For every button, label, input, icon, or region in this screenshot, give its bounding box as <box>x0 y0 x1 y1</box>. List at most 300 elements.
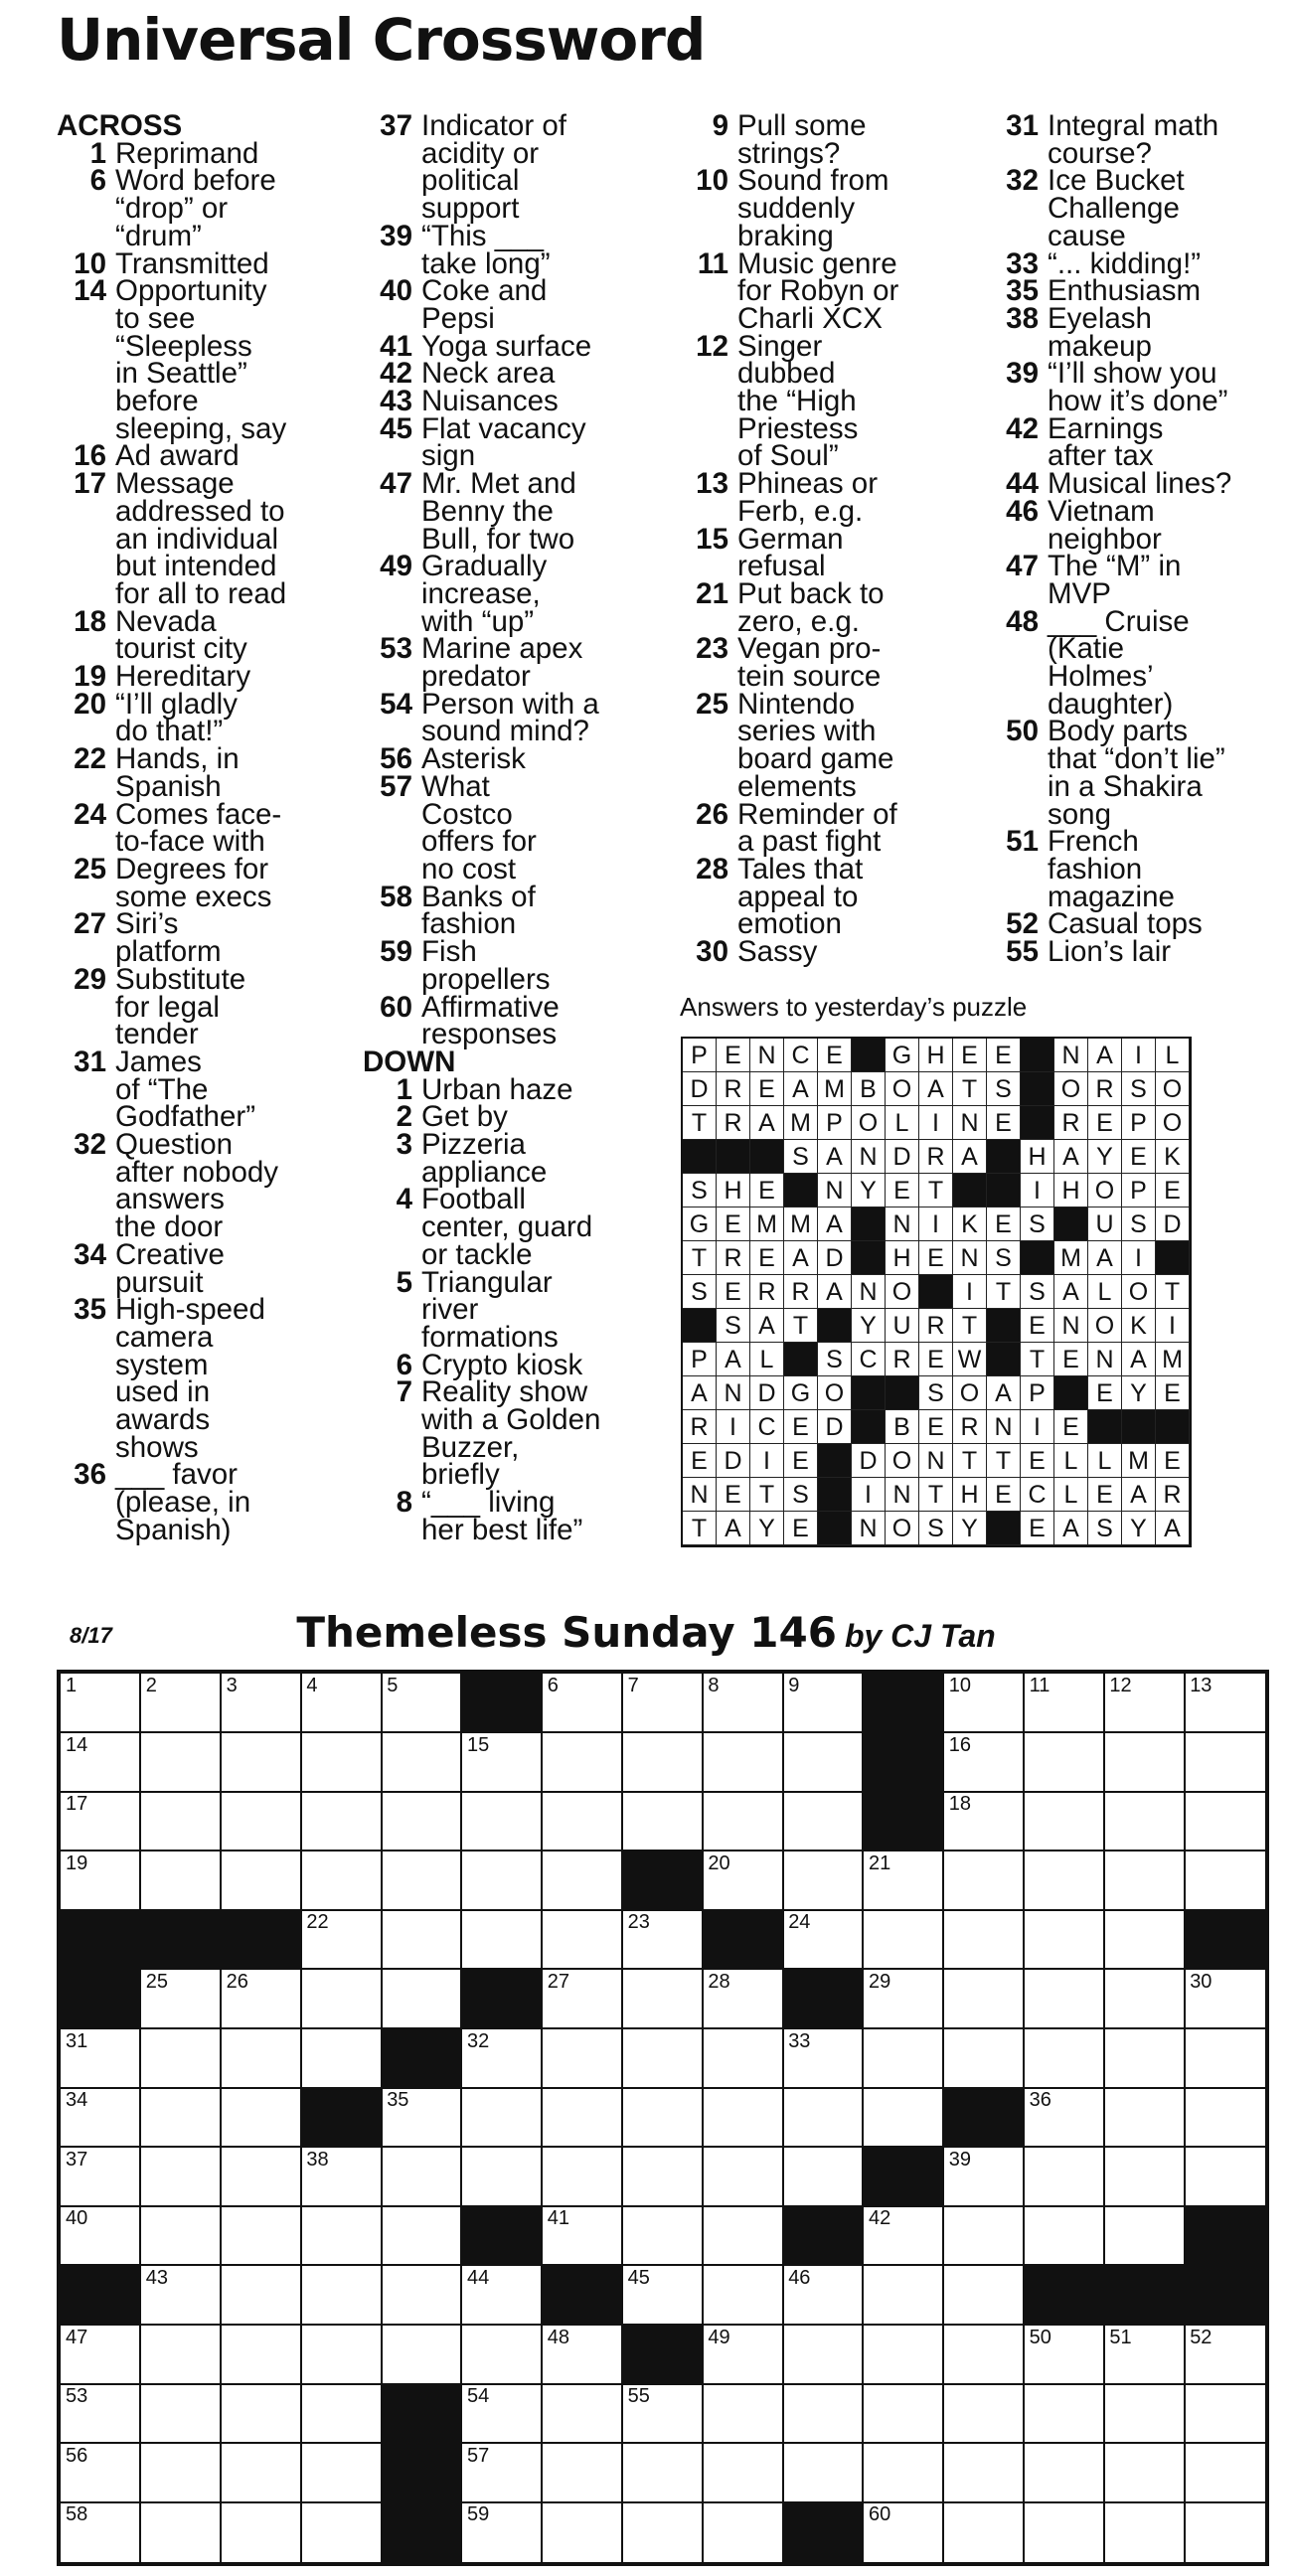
grid-cell[interactable] <box>222 2206 302 2266</box>
answer-cell: A <box>1122 1478 1156 1512</box>
clue <box>57 907 355 969</box>
grid-cell[interactable] <box>1185 2326 1265 2385</box>
grid-cell[interactable] <box>783 2326 864 2385</box>
grid-cell[interactable] <box>1025 1970 1105 2029</box>
grid-cell[interactable] <box>864 1852 944 1911</box>
grid-cell[interactable] <box>462 1910 543 1970</box>
grid-cell-number: 23 <box>627 1911 650 1934</box>
clue-number: 1 <box>89 136 106 170</box>
grid-cell[interactable] <box>141 1733 222 1793</box>
grid-cell[interactable] <box>703 1852 783 1911</box>
answer-cell: O <box>886 1275 919 1309</box>
grid-cell[interactable] <box>1025 2206 1105 2266</box>
grid-cell[interactable] <box>462 2266 543 2326</box>
grid-cell[interactable] <box>944 2148 1025 2207</box>
grid-cell[interactable] <box>382 1674 462 1733</box>
clue-number: 18 <box>74 604 106 638</box>
grid-cell[interactable] <box>141 2326 222 2385</box>
grid-cell-number: 26 <box>226 1971 248 1993</box>
grid-cell[interactable] <box>944 2206 1025 2266</box>
grid-cell-number: 52 <box>1190 2326 1212 2348</box>
grid-cell[interactable] <box>61 1733 141 1793</box>
grid-cell[interactable] <box>141 2148 222 2207</box>
grid-cell[interactable] <box>1185 1733 1265 1793</box>
answer-cell: E <box>1021 1444 1054 1478</box>
grid-cell[interactable] <box>623 2088 704 2148</box>
grid-cell[interactable] <box>462 1852 543 1911</box>
grid-cell[interactable] <box>944 2444 1025 2503</box>
grid-cell[interactable] <box>783 1733 864 1793</box>
grid-cell[interactable] <box>1104 2384 1185 2444</box>
grid-cell[interactable] <box>543 1733 623 1793</box>
grid-cell[interactable] <box>141 2266 222 2326</box>
answer-cell: E <box>1088 1376 1122 1410</box>
grid-cell[interactable] <box>462 2502 543 2562</box>
grid-cell[interactable] <box>222 1674 302 1733</box>
grid-cell[interactable] <box>703 2502 783 2562</box>
grid-cell[interactable] <box>944 2029 1025 2089</box>
grid-cell[interactable] <box>1025 1852 1105 1911</box>
clue <box>989 357 1287 418</box>
grid-cell-number: 45 <box>627 2267 650 2289</box>
clue <box>363 219 648 280</box>
grid-black-cell <box>382 2502 462 2562</box>
grid-cell[interactable] <box>944 1674 1025 1733</box>
answer-cell: E <box>919 1410 953 1444</box>
grid-cell[interactable] <box>301 1910 382 1970</box>
answer-cell: A <box>750 1106 784 1140</box>
grid-cell[interactable] <box>1185 2029 1265 2089</box>
clue <box>679 522 959 583</box>
grid-cell[interactable] <box>543 2029 623 2089</box>
grid-black-cell <box>1104 2266 1185 2326</box>
grid-cell[interactable] <box>543 1852 623 1911</box>
grid-cell[interactable] <box>382 2088 462 2148</box>
answer-cell: H <box>919 1039 953 1072</box>
grid-cell[interactable] <box>1104 2326 1185 2385</box>
answer-cell: O <box>953 1376 987 1410</box>
answer-cell: E <box>750 1072 784 1106</box>
grid-cell[interactable] <box>543 1674 623 1733</box>
answer-cell: Y <box>852 1174 886 1208</box>
grid-cell[interactable] <box>222 2029 302 2089</box>
grid-cell[interactable] <box>703 1733 783 1793</box>
answer-cell: E <box>987 1208 1021 1241</box>
grid-cell[interactable] <box>141 2206 222 2266</box>
grid-cell[interactable] <box>703 1970 783 2029</box>
grid-cell[interactable] <box>1025 1674 1105 1733</box>
grid-cell[interactable] <box>61 1852 141 1911</box>
grid-cell[interactable] <box>141 1970 222 2029</box>
grid-cell[interactable] <box>623 1674 704 1733</box>
grid-cell[interactable] <box>61 2148 141 2207</box>
grid-cell[interactable] <box>1185 2502 1265 2562</box>
answer-cell: Y <box>1088 1140 1122 1174</box>
grid-cell[interactable] <box>1025 1910 1105 1970</box>
clue-text: Person with a sound mind? <box>421 687 599 748</box>
grid-cell[interactable] <box>1185 2148 1265 2207</box>
grid-cell[interactable] <box>1104 2444 1185 2503</box>
grid-cell[interactable] <box>623 1970 704 2029</box>
grid-cell[interactable] <box>382 2326 462 2385</box>
grid-cell[interactable] <box>703 2206 783 2266</box>
clue-number: 49 <box>380 550 412 583</box>
grid-cell[interactable] <box>543 2206 623 2266</box>
grid-cell[interactable] <box>1185 1674 1265 1733</box>
grid-cell[interactable] <box>783 1910 864 1970</box>
clue-number: 33 <box>1006 246 1039 280</box>
grid-cell[interactable] <box>1185 1970 1265 2029</box>
grid-cell[interactable] <box>301 2502 382 2562</box>
grid-cell[interactable] <box>864 2444 944 2503</box>
grid-cell[interactable] <box>222 1970 302 2029</box>
grid-cell[interactable] <box>783 2088 864 2148</box>
grid-cell[interactable] <box>61 2444 141 2503</box>
grid-cell[interactable] <box>1104 2206 1185 2266</box>
grid-black-cell <box>864 1733 944 1793</box>
grid-cell[interactable] <box>462 2088 543 2148</box>
grid-cell[interactable] <box>864 2029 944 2089</box>
clue-text: Yoga surface <box>421 329 592 363</box>
grid-cell[interactable] <box>703 2326 783 2385</box>
grid-cell[interactable] <box>222 1852 302 1911</box>
grid-cell[interactable] <box>141 1792 222 1852</box>
clue <box>989 301 1287 363</box>
grid-black-cell <box>783 2502 864 2562</box>
answer-cell: E <box>717 1208 750 1241</box>
grid-cell[interactable] <box>623 1733 704 1793</box>
grid-cell-number: 4 <box>306 1675 318 1696</box>
grid-cell[interactable] <box>623 2384 704 2444</box>
grid-cell[interactable] <box>783 1792 864 1852</box>
grid-black-cell <box>222 1910 302 1970</box>
grid-cell[interactable] <box>1185 2444 1265 2503</box>
answer-black-cell <box>1021 1072 1054 1106</box>
clue <box>679 935 959 969</box>
grid-cell[interactable] <box>703 2384 783 2444</box>
clue-text: Neck area <box>421 357 556 391</box>
grid-cell[interactable] <box>623 1910 704 1970</box>
grid-cell[interactable] <box>944 1733 1025 1793</box>
grid-cell[interactable] <box>543 2148 623 2207</box>
answer-cell: U <box>886 1309 919 1343</box>
clue-number: 17 <box>74 467 106 501</box>
grid-cell[interactable] <box>703 2029 783 2089</box>
grid-cell[interactable] <box>623 2502 704 2562</box>
grid-cell[interactable] <box>141 2444 222 2503</box>
grid-cell[interactable] <box>543 2384 623 2444</box>
clue-number: 60 <box>380 990 412 1024</box>
clue-text: Affirmative responses <box>421 990 560 1051</box>
answer-cell: A <box>953 1140 987 1174</box>
grid-cell[interactable] <box>1025 1792 1105 1852</box>
grid-cell-number: 36 <box>1029 2089 1051 2112</box>
grid-cell[interactable] <box>1185 1792 1265 1852</box>
grid-cell-number: 57 <box>467 2444 490 2467</box>
grid-cell[interactable] <box>623 1792 704 1852</box>
grid-cell[interactable] <box>703 2266 783 2326</box>
grid-cell[interactable] <box>222 2326 302 2385</box>
clue-text: Hands, in Spanish <box>115 742 240 803</box>
answer-cell: E <box>784 1512 818 1545</box>
clue-text: Pizzeria appliance <box>421 1128 548 1189</box>
grid-cell[interactable] <box>222 2384 302 2444</box>
grid-cell[interactable] <box>382 1852 462 1911</box>
grid-cell[interactable] <box>864 2266 944 2326</box>
answer-cell: E <box>717 1039 750 1072</box>
grid-cell[interactable] <box>1104 2148 1185 2207</box>
grid-cell-number: 37 <box>66 2148 88 2171</box>
answer-cell: O <box>1054 1072 1088 1106</box>
answer-cell: S <box>784 1140 818 1174</box>
clue-text: Word before “drop” or “drum” <box>115 164 276 252</box>
grid-cell[interactable] <box>382 2266 462 2326</box>
grid-cell[interactable] <box>382 2148 462 2207</box>
grid-cell[interactable] <box>301 2444 382 2503</box>
grid-cell[interactable] <box>1104 2029 1185 2089</box>
answer-cell: I <box>953 1275 987 1309</box>
grid-cell[interactable] <box>944 1910 1025 1970</box>
grid-cell[interactable] <box>382 1733 462 1793</box>
grid-cell[interactable] <box>141 1852 222 1911</box>
clue-text: Mr. Met and Benny the Bull, for two <box>421 467 576 556</box>
clue-number: 32 <box>1006 164 1039 198</box>
grid-cell[interactable] <box>462 2444 543 2503</box>
answer-cell: S <box>1021 1275 1054 1309</box>
grid-cell[interactable] <box>141 1674 222 1733</box>
answer-cell: A <box>1054 1512 1088 1545</box>
grid-cell[interactable] <box>222 2148 302 2207</box>
grid-cell[interactable] <box>703 2444 783 2503</box>
grid-cell[interactable] <box>623 2266 704 2326</box>
grid-cell[interactable] <box>61 2206 141 2266</box>
grid-cell[interactable] <box>623 2444 704 2503</box>
grid-cell[interactable] <box>944 2502 1025 2562</box>
grid-cell[interactable] <box>382 1910 462 1970</box>
grid-cell[interactable] <box>462 2326 543 2385</box>
answer-cell: M <box>1054 1241 1088 1275</box>
grid-cell[interactable] <box>1025 1733 1105 1793</box>
answer-cell: D <box>1156 1208 1190 1241</box>
grid-cell-number: 42 <box>869 2207 891 2230</box>
grid-cell-number: 60 <box>869 2503 891 2526</box>
grid-cell[interactable] <box>543 2444 623 2503</box>
grid-cell[interactable] <box>1025 2444 1105 2503</box>
grid-cell[interactable] <box>783 1852 864 1911</box>
grid-cell[interactable] <box>222 2266 302 2326</box>
grid-cell[interactable] <box>703 2148 783 2207</box>
grid-cell[interactable] <box>301 2029 382 2089</box>
grid-cell[interactable] <box>222 1792 302 1852</box>
clue-number: 3 <box>396 1128 412 1162</box>
grid-cell[interactable] <box>222 2088 302 2148</box>
answer-cell: S <box>1122 1072 1156 1106</box>
grid-black-cell <box>543 2266 623 2326</box>
grid-cell[interactable] <box>543 2326 623 2385</box>
grid-cell[interactable] <box>783 2384 864 2444</box>
grid-cell[interactable] <box>1025 2384 1105 2444</box>
answer-cell: M <box>784 1106 818 1140</box>
grid-cell[interactable] <box>864 1910 944 1970</box>
grid-cell[interactable] <box>1025 2148 1105 2207</box>
grid-cell[interactable] <box>301 2206 382 2266</box>
grid-cell[interactable] <box>944 1792 1025 1852</box>
grid-cell[interactable] <box>1185 1852 1265 1911</box>
grid-cell[interactable] <box>1104 1852 1185 1911</box>
grid-cell[interactable] <box>1104 1674 1185 1733</box>
grid-cell[interactable] <box>1104 1910 1185 1970</box>
grid-cell[interactable] <box>61 2384 141 2444</box>
grid-cell[interactable] <box>944 2266 1025 2326</box>
grid-cell[interactable] <box>61 1674 141 1733</box>
answer-black-cell <box>818 1478 852 1512</box>
grid-cell[interactable] <box>703 1674 783 1733</box>
answer-cell: A <box>683 1376 717 1410</box>
grid-cell[interactable] <box>703 2088 783 2148</box>
grid-cell-number: 1 <box>66 1675 78 1696</box>
answer-cell: S <box>717 1309 750 1343</box>
grid-cell[interactable] <box>783 1674 864 1733</box>
grid-cell[interactable] <box>61 2029 141 2089</box>
answer-cell: N <box>987 1410 1021 1444</box>
grid-cell[interactable] <box>61 1792 141 1852</box>
grid-cell[interactable] <box>543 1792 623 1852</box>
grid-cell-number: 38 <box>306 2148 329 2171</box>
grid-cell[interactable] <box>301 2384 382 2444</box>
grid-cell[interactable] <box>783 2266 864 2326</box>
grid-cell[interactable] <box>301 1733 382 1793</box>
clue-number: 48 <box>1006 604 1039 638</box>
clue-text: ___ Cruise (Katie Holmes’ daughter) <box>1048 604 1190 721</box>
clue-number: 2 <box>396 1100 412 1134</box>
clue <box>57 687 355 748</box>
grid-cell[interactable] <box>1104 1792 1185 1852</box>
grid-cell[interactable] <box>783 2444 864 2503</box>
answer-cell: Y <box>750 1512 784 1545</box>
grid-cell[interactable] <box>1025 2029 1105 2089</box>
grid-cell[interactable] <box>61 2502 141 2562</box>
grid-cell[interactable] <box>1025 2088 1105 2148</box>
grid-cell[interactable] <box>222 2444 302 2503</box>
grid-cell[interactable] <box>141 2029 222 2089</box>
grid-cell[interactable] <box>623 2029 704 2089</box>
grid-cell[interactable] <box>61 2326 141 2385</box>
grid-cell[interactable] <box>944 1852 1025 1911</box>
grid-cell[interactable] <box>783 2029 864 2089</box>
grid-cell[interactable] <box>222 2502 302 2562</box>
grid-cell-number: 6 <box>547 1675 559 1696</box>
grid-cell[interactable] <box>543 1970 623 2029</box>
grid-cell[interactable] <box>141 2088 222 2148</box>
grid-cell[interactable] <box>944 2384 1025 2444</box>
clue-number: 22 <box>74 742 106 776</box>
grid-cell[interactable] <box>1025 2326 1105 2385</box>
grid-cell-number: 44 <box>467 2267 490 2289</box>
grid-cell[interactable] <box>864 2326 944 2385</box>
grid-cell[interactable] <box>462 2384 543 2444</box>
grid-cell[interactable] <box>301 1674 382 1733</box>
grid-cell[interactable] <box>543 2502 623 2562</box>
grid-cell[interactable] <box>864 2502 944 2562</box>
grid-cell[interactable] <box>543 1910 623 1970</box>
grid-cell[interactable] <box>141 2502 222 2562</box>
answer-cell: C <box>852 1343 886 1376</box>
answer-cell: R <box>919 1140 953 1174</box>
grid-cell[interactable] <box>462 2029 543 2089</box>
grid-cell[interactable] <box>301 2326 382 2385</box>
grid-cell[interactable] <box>864 2384 944 2444</box>
answer-cell: R <box>717 1241 750 1275</box>
answer-cell: I <box>717 1410 750 1444</box>
grid-cell[interactable] <box>301 2266 382 2326</box>
grid-cell[interactable] <box>623 2206 704 2266</box>
grid-cell[interactable] <box>623 2148 704 2207</box>
grid-cell[interactable] <box>382 2206 462 2266</box>
grid-cell[interactable] <box>944 1970 1025 2029</box>
answer-cell: I <box>1122 1241 1156 1275</box>
grid-cell[interactable] <box>1185 2088 1265 2148</box>
clue-number: 39 <box>1006 357 1039 391</box>
grid-cell[interactable] <box>1104 1733 1185 1793</box>
grid-cell[interactable] <box>1104 2502 1185 2562</box>
grid-cell[interactable] <box>1185 2384 1265 2444</box>
answer-cell: E <box>1088 1106 1122 1140</box>
answer-cell: P <box>1122 1106 1156 1140</box>
grid-cell[interactable] <box>1104 2088 1185 2148</box>
grid-cell[interactable] <box>462 1792 543 1852</box>
clue-number: 11 <box>697 246 728 280</box>
clue <box>679 576 959 638</box>
grid-cell[interactable] <box>864 2088 944 2148</box>
clue-text: Reminder of a past fight <box>737 797 897 859</box>
answer-cell: E <box>717 1275 750 1309</box>
grid-cell[interactable] <box>301 1792 382 1852</box>
grid-cell[interactable] <box>1025 2502 1105 2562</box>
grid-cell[interactable] <box>222 1733 302 1793</box>
grid-cell[interactable] <box>301 2148 382 2207</box>
answer-cell: I <box>1021 1174 1054 1208</box>
grid-cell[interactable] <box>301 1970 382 2029</box>
grid-cell[interactable] <box>864 1970 944 2029</box>
answer-cell: N <box>1054 1039 1088 1072</box>
grid-cell[interactable] <box>864 2206 944 2266</box>
answer-cell: L <box>1088 1275 1122 1309</box>
answer-black-cell <box>683 1309 717 1343</box>
grid-cell[interactable] <box>462 2148 543 2207</box>
grid-cell[interactable] <box>382 1792 462 1852</box>
clue <box>57 136 355 170</box>
clue-text: Banks of fashion <box>421 880 536 941</box>
grid-cell-number: 40 <box>66 2207 88 2230</box>
grid-cell[interactable] <box>382 1970 462 2029</box>
answer-cell: A <box>1156 1512 1190 1545</box>
grid-cell[interactable] <box>703 1792 783 1852</box>
grid-cell[interactable] <box>141 2384 222 2444</box>
grid-cell[interactable] <box>543 2088 623 2148</box>
grid-cell[interactable] <box>1104 1970 1185 2029</box>
clue <box>57 164 355 252</box>
grid-cell[interactable] <box>462 1733 543 1793</box>
grid-cell[interactable] <box>61 2088 141 2148</box>
grid-cell[interactable] <box>944 2326 1025 2385</box>
answer-cell: D <box>717 1444 750 1478</box>
grid-cell-number: 2 <box>145 1675 157 1696</box>
clue <box>363 632 648 694</box>
grid-cell[interactable] <box>301 1852 382 1911</box>
answer-cell: D <box>818 1241 852 1275</box>
clue-text: Triangular river formations <box>421 1265 559 1354</box>
grid-cell[interactable] <box>783 2148 864 2207</box>
